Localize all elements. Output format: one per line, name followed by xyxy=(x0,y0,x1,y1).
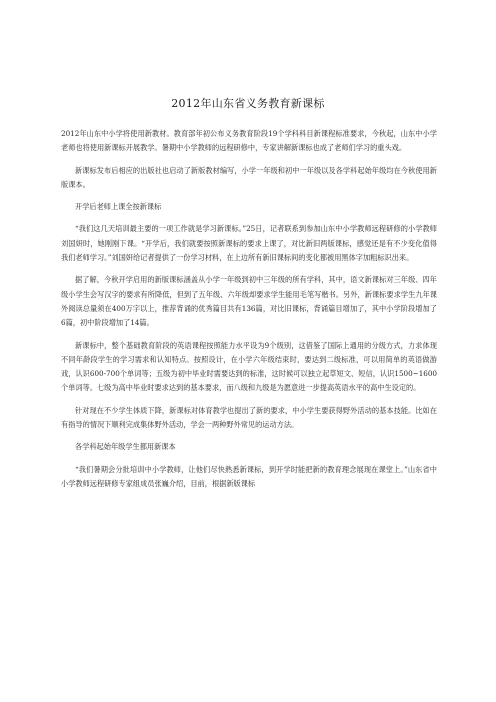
document-title: 2012年山东省义务教育新课标 xyxy=(171,97,325,110)
paragraph: 新课标中，整个基础教育阶段的英语课程按照能力水平设为9个级别，这借鉴了国际上通用的分级方式，力求体现不同年龄段学生的学习需求和认知特点。按照设计，在小学六年级结束时，要达到二级标准，可以用简单的英语做游戏，认识600-700个单词等；五级为初中毕业时需要达到的标准，这时候可以独立起草短文、短信，认识1500~1600个单词等。七级为高中毕业时要求达到的基本要求，而八级和九级是为愿意进一步提高英语水平的高中生设定的。 xyxy=(61,340,437,393)
document-body xyxy=(61,127,437,499)
paragraph-intro: 2012年山东中小学将使用新教材。教育部年初公布义务教育阶段19个学科科目新课程标准要求，今秋起，山东中小学老师也将使用新课标开展教学。暑期中小学教师的远程研修中，专家讲解新课标也成了老师们学习的重头戏。 xyxy=(61,129,437,153)
paragraph: 据了解，今秋开学启用的新版课标涵盖从小学一年级到初中三年级的所有学科，其中，语文新课标对三年级、四年级小学生会写汉字的要求有所降低，但到了五年级、六年级却要求学生能用毛笔写楷书。另外，新课标要求学生九年课外阅读总量须在400万字以上，推荐背诵的优秀篇目共有136篇，对比旧课标，背诵篇目增加了，其中小学阶段增加了6篇，初中阶段增加了14篇。 xyxy=(61,275,437,328)
section-heading: 各学科起始年级学生都用新课本 xyxy=(75,442,176,452)
paragraph: 针对现在不少学生体质下降，新课标对体育教学也提出了新的要求，中小学生要获得野外活动的基本技能。比如在有指导的情况下顺利完成集体野外活动，学会一两种野外常见的运动方法。 xyxy=(61,405,437,430)
paragraph: “我们暑期会分批培训中小学教师，让他们尽快熟悉新课标，到开学时能把新的教育理念展现在课堂上。”山东省中小学教师远程研修专家组成员张巍介绍，目前，根据新版课标 xyxy=(61,464,437,488)
section-heading: 开学后老师上课全按新课标 xyxy=(75,202,162,212)
paragraph: “我们这几天培训最主要的一项工作就是学习新课标。”25日，记者联系到参加山东中小学教师远程研修的小学教师刘国妍时，她刚刚下课。“开学后，我们就要按照新课标的要求上课了，对比新旧两版课标，感觉还是有不少变化值得我们老师学习。”刘国妍给记者提供了一份学习材料，在上边所有新旧课标间的变化都被用黑体字加粗标识出来。 xyxy=(61,224,437,263)
paragraph: 新课标发布后相应的出版社也启动了新版教材编写，小学一年级和初中一年级以及各学科起始年级均在今秋使用新版课本。 xyxy=(61,165,437,189)
